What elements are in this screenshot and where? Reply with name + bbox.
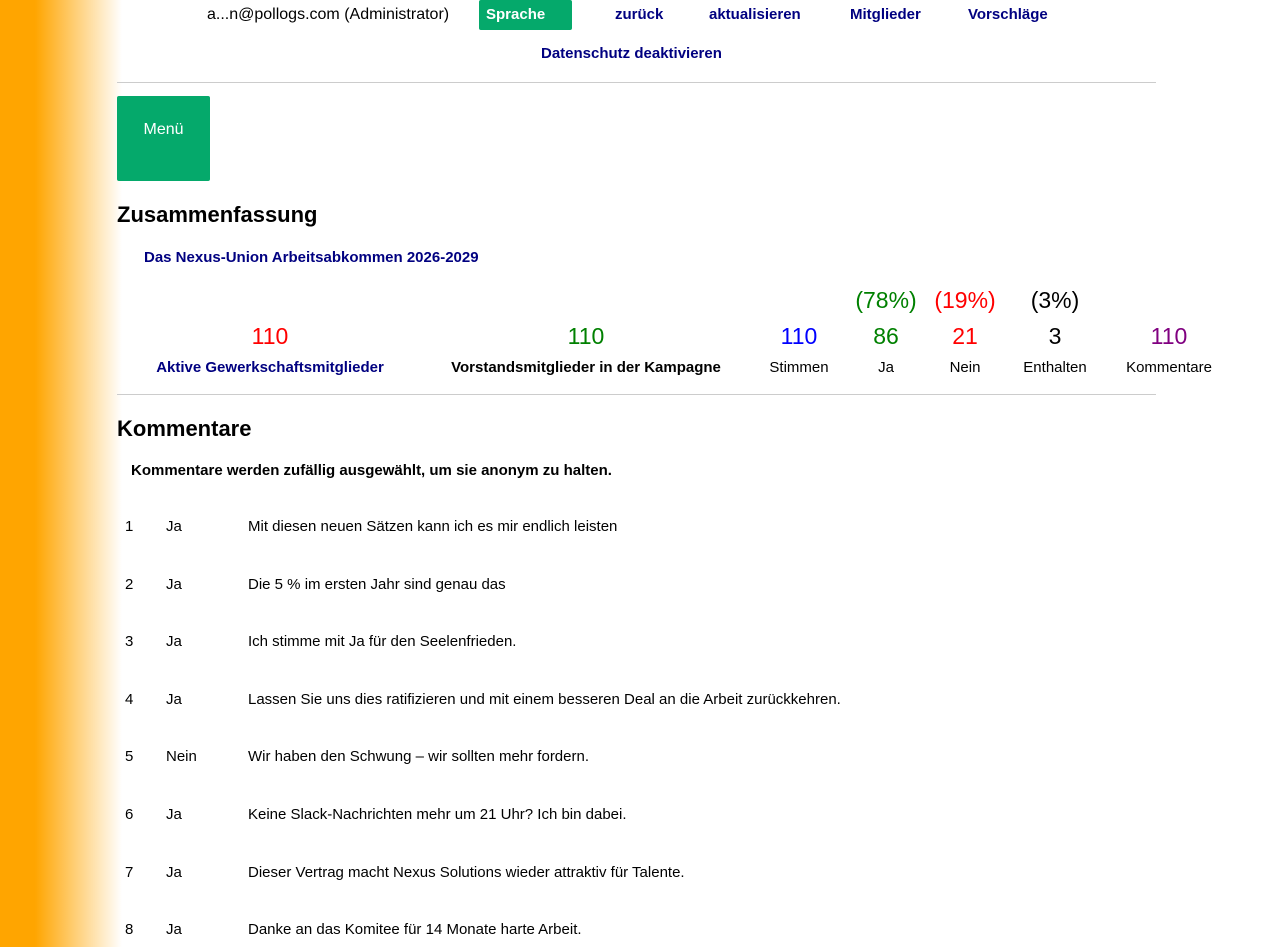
stat-value: 3 bbox=[1048, 323, 1062, 349]
comment-number: 6 bbox=[125, 806, 134, 823]
comment-text: Dieser Vertrag macht Nexus Solutions wieder attraktiv für Talente. bbox=[248, 863, 685, 881]
comment-vote: Ja bbox=[166, 575, 182, 593]
comment-vote: Ja bbox=[166, 690, 182, 708]
stat-percent: (19%) bbox=[934, 287, 996, 313]
stat-value: 110 bbox=[1150, 323, 1188, 349]
nav-proposals[interactable]: Vorschläge bbox=[968, 6, 1048, 23]
disable-privacy-link[interactable]: Datenschutz deaktivieren bbox=[541, 45, 722, 62]
comment-vote: Ja bbox=[166, 633, 182, 651]
comment-number: 2 bbox=[125, 575, 134, 593]
stat-label: Enthalten bbox=[1023, 359, 1087, 376]
comment-vote: Ja bbox=[166, 518, 182, 535]
comments-title: Kommentare bbox=[117, 416, 252, 441]
divider bbox=[117, 82, 1156, 83]
comment-number: 3 bbox=[125, 633, 134, 651]
comment-number: 8 bbox=[125, 921, 134, 939]
stat-value: 86 bbox=[873, 323, 899, 349]
comment-number: 4 bbox=[125, 690, 134, 708]
stat-label[interactable]: Aktive Gewerkschaftsmitglieder bbox=[156, 359, 384, 376]
stat-label: Nein bbox=[949, 359, 981, 376]
menu-button[interactable]: Menü bbox=[117, 96, 210, 181]
side-gradient bbox=[0, 0, 122, 947]
comment-text: Ich stimme mit Ja für den Seelenfrieden. bbox=[248, 633, 517, 651]
comment-text: Mit diesen neuen Sätzen kann ich es mir endlich leisten bbox=[248, 518, 618, 535]
stat-value: 110 bbox=[780, 323, 818, 349]
comment-text: Die 5 % im ersten Jahr sind genau das bbox=[248, 575, 506, 593]
stat-value: 110 bbox=[251, 323, 289, 349]
stat-label: Kommentare bbox=[1126, 359, 1212, 376]
nav-refresh[interactable]: aktualisieren bbox=[709, 6, 801, 23]
nav-back[interactable]: zurück bbox=[615, 6, 664, 23]
comment-text: Keine Slack-Nachrichten mehr um 21 Uhr? Ich bin dabei. bbox=[248, 806, 627, 823]
comment-number: 7 bbox=[125, 863, 134, 881]
stat-value: 21 bbox=[952, 323, 978, 349]
stat-label: Vorstandsmitglieder in der Kampagne bbox=[451, 359, 721, 376]
proposal-link[interactable]: Das Nexus-Union Arbeitsabkommen 2026-2029 bbox=[144, 249, 479, 266]
comment-number: 1 bbox=[125, 518, 134, 535]
stat-percent: (78%) bbox=[855, 287, 917, 313]
comments-note: Kommentare werden zufällig ausgewählt, um sie anonym zu halten. bbox=[131, 462, 612, 479]
comment-number: 5 bbox=[125, 748, 134, 766]
user-label: a...n@pollogs.com (Administrator) bbox=[207, 6, 450, 23]
comment-vote: Nein bbox=[166, 748, 197, 766]
divider bbox=[117, 394, 1156, 395]
stat-label: Stimmen bbox=[769, 359, 829, 376]
comment-text: Lassen Sie uns dies ratifizieren und mit einem besseren Deal an die Arbeit zurückkehren. bbox=[248, 690, 841, 708]
comment-vote: Ja bbox=[166, 921, 182, 939]
stat-label: Ja bbox=[878, 359, 894, 376]
comment-vote: Ja bbox=[166, 863, 182, 881]
summary-title: Zusammenfassung bbox=[117, 202, 318, 227]
comment-vote: Ja bbox=[166, 806, 182, 823]
comment-text: Wir haben den Schwung – wir sollten mehr fordern. bbox=[248, 748, 590, 766]
language-button[interactable]: Sprache bbox=[479, 0, 572, 30]
stat-value: 110 bbox=[567, 323, 605, 349]
nav-members[interactable]: Mitglieder bbox=[850, 6, 921, 23]
stat-percent: (3%) bbox=[1030, 287, 1080, 313]
comment-text: Danke an das Komitee für 14 Monate harte Arbeit. bbox=[248, 921, 582, 939]
